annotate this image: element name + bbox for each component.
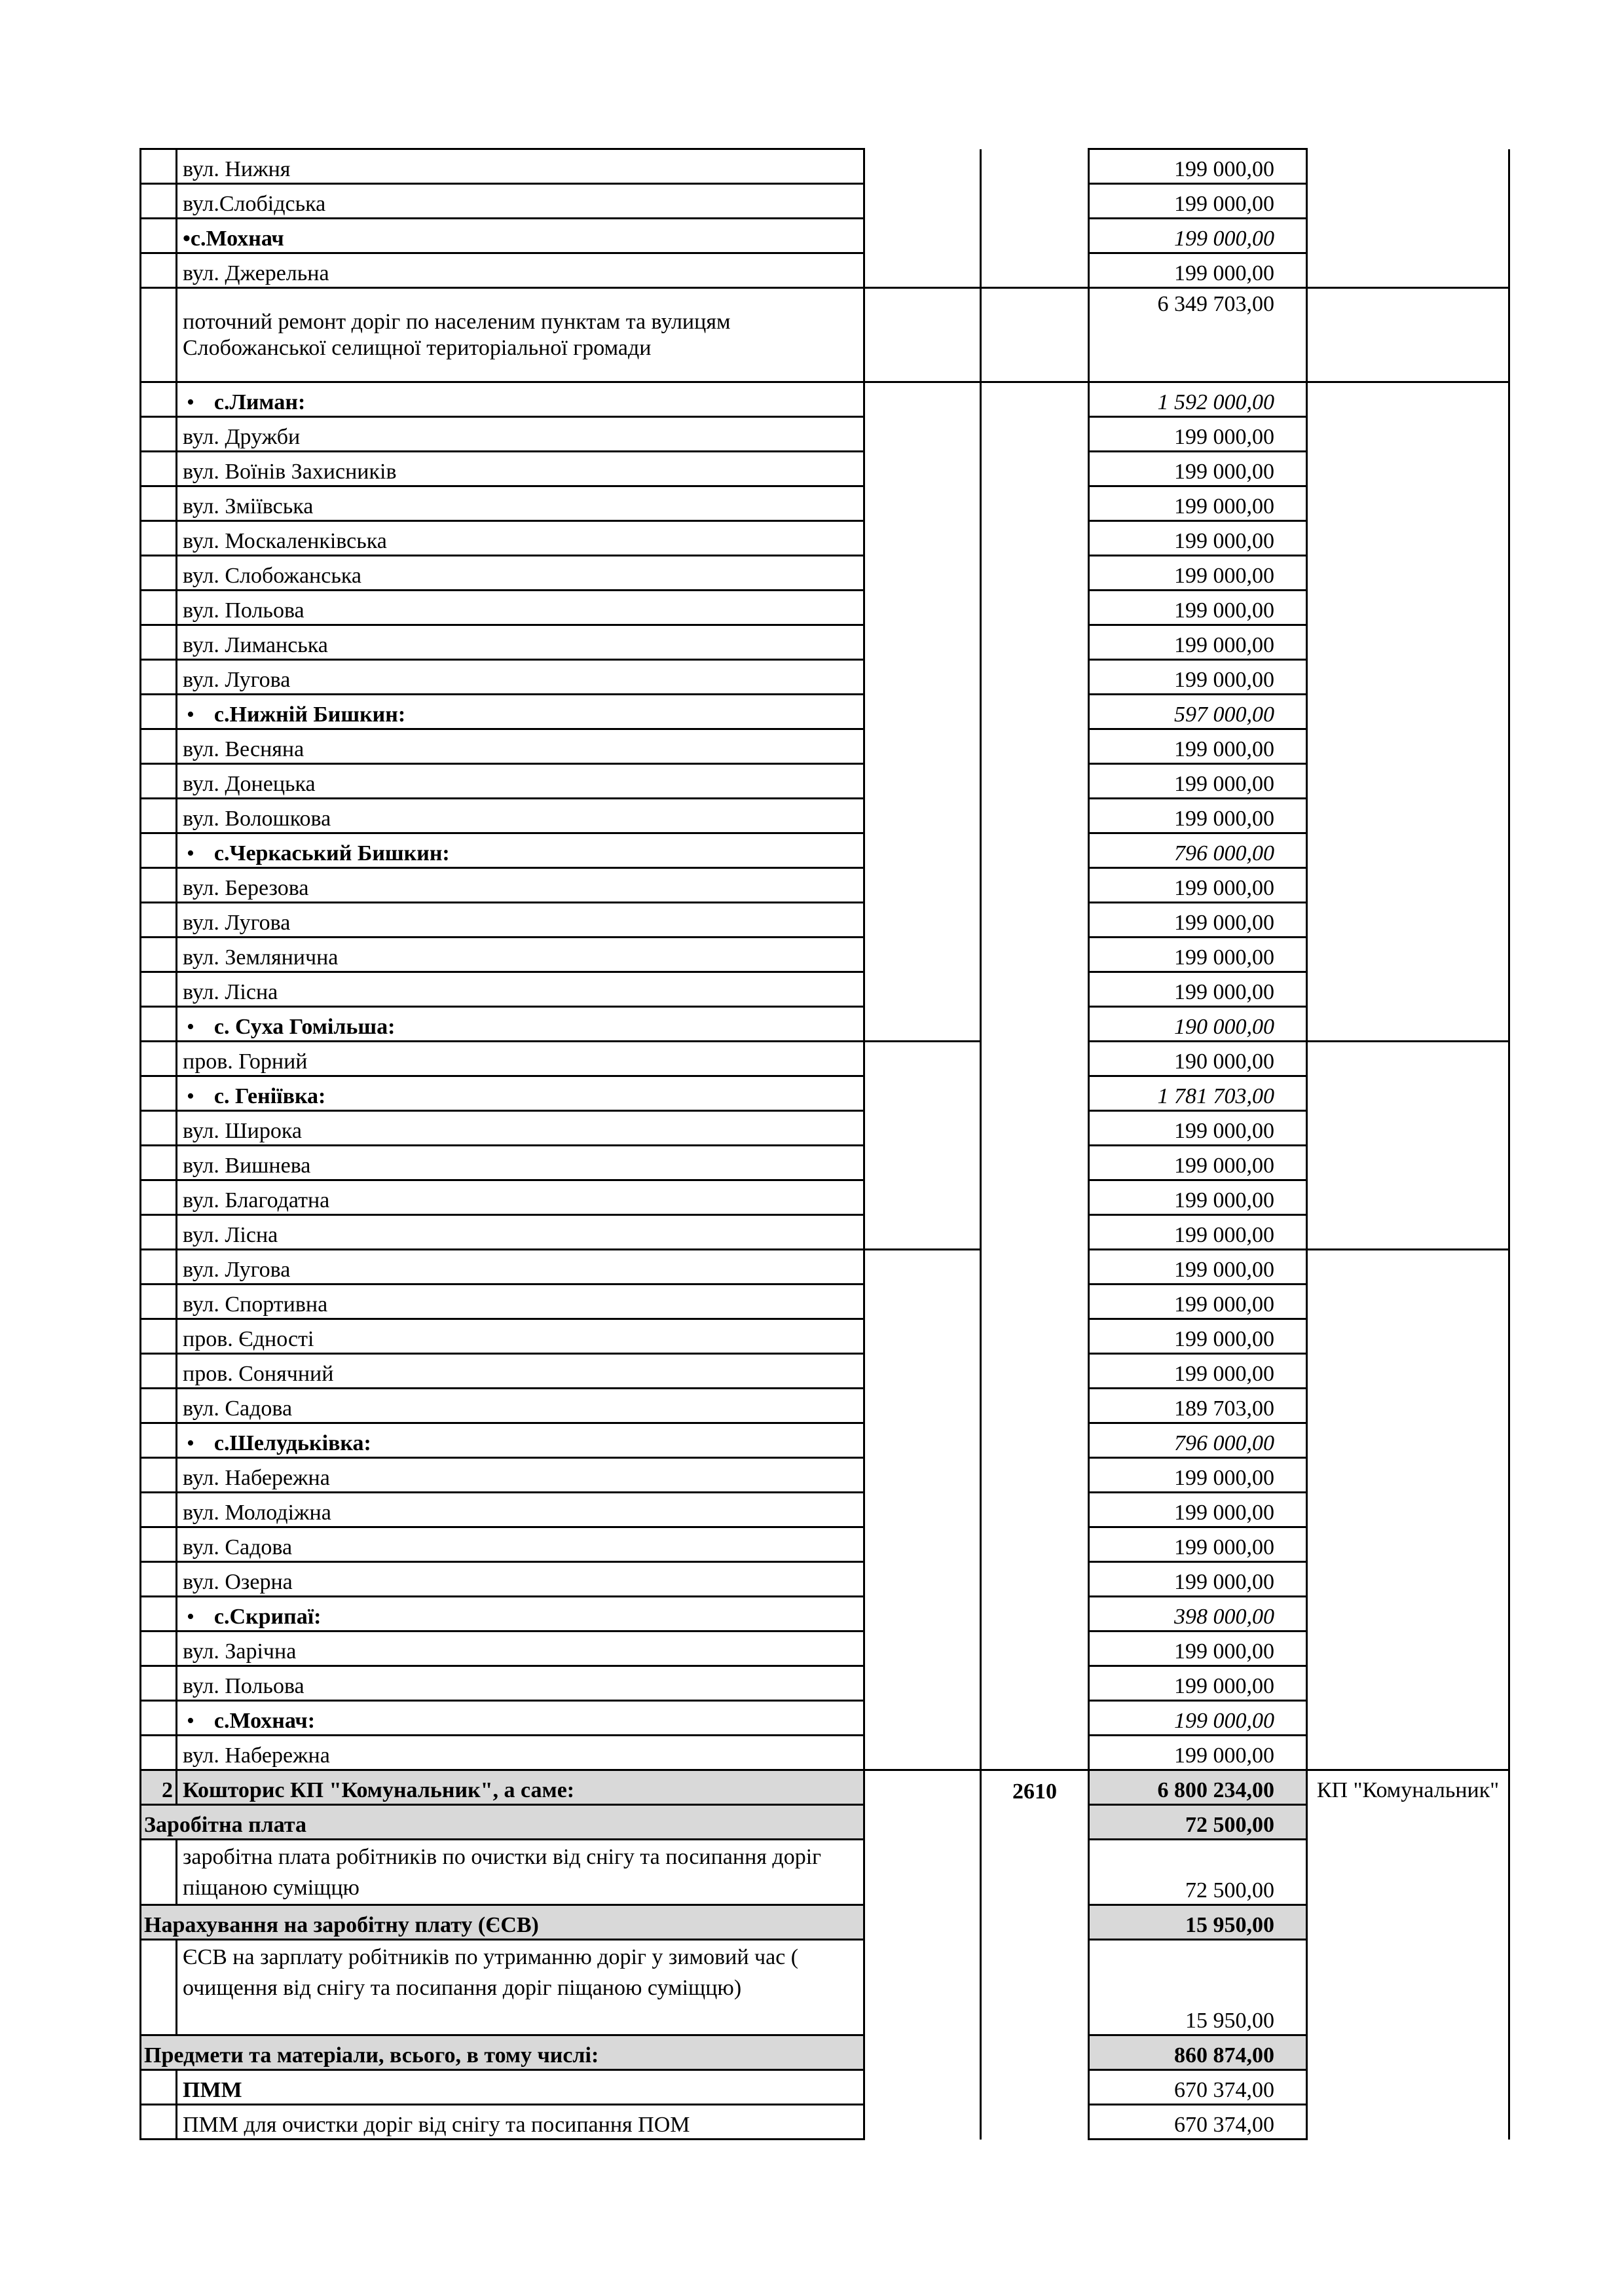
row-label: пров. Єдності <box>177 1319 864 1354</box>
table-row <box>141 219 1509 253</box>
row-amount: 199 000,00 <box>1089 1666 1307 1701</box>
table-row <box>141 1354 1509 1389</box>
row-amount: 6 349 703,00 <box>1089 288 1307 382</box>
row-amount: 199 000,00 <box>1089 1354 1307 1389</box>
row-label: вул. Лугова <box>177 903 864 938</box>
row-amount: 199 000,00 <box>1089 253 1307 288</box>
village-heading: • с. Суха Гомільша: <box>177 1007 864 1042</box>
esv-detail-amount: 15 950,00 <box>1089 1940 1307 2035</box>
row-label: поточний ремонт доріг по населеним пунктам та вулицям Слобожанської селищної територіальної громади <box>177 288 864 382</box>
salary-detail-amount: 72 500,00 <box>1089 1840 1307 1905</box>
pmm-detail-label: ПММ для очистки доріг від снігу та посипання ПОМ <box>177 2105 864 2140</box>
row-amount: 199 000,00 <box>1089 625 1307 660</box>
row-label: вул. Широка <box>177 1111 864 1146</box>
table-row <box>141 1146 1509 1180</box>
village-heading: • с.Нижній Бишкин: <box>177 695 864 729</box>
row-label: вул. Москаленківська <box>177 521 864 556</box>
table-row <box>141 1389 1509 1423</box>
row-amount: 199 000,00 <box>1089 1701 1307 1736</box>
table-row <box>141 1215 1509 1250</box>
estimate-number: 2 <box>141 1770 177 1805</box>
table-row <box>141 1701 1509 1736</box>
row-label: вул. Набережна <box>177 1458 864 1493</box>
table-row <box>141 1076 1509 1111</box>
table-row <box>141 1180 1509 1215</box>
row-amount: 1 592 000,00 <box>1089 382 1307 417</box>
row-amount: 199 000,00 <box>1089 184 1307 219</box>
row-label: вул. Лугова <box>177 660 864 695</box>
table-row <box>141 1423 1509 1458</box>
esv-row <box>141 1905 1509 1940</box>
village-heading: • с. Геніївка: <box>177 1076 864 1111</box>
row-amount: 796 000,00 <box>1089 1423 1307 1458</box>
table-row <box>141 1458 1509 1493</box>
table-row <box>141 417 1509 452</box>
table-row <box>141 149 1509 184</box>
row-amount: 199 000,00 <box>1089 660 1307 695</box>
row-label: вул. Лісна <box>177 1215 864 1250</box>
table-row <box>141 1562 1509 1597</box>
row-amount: 190 000,00 <box>1089 1042 1307 1076</box>
salary-detail-row <box>141 1840 1509 1905</box>
table-row <box>141 486 1509 521</box>
row-amount: 597 000,00 <box>1089 695 1307 729</box>
table-row <box>141 1319 1509 1354</box>
row-amount: 199 000,00 <box>1089 764 1307 799</box>
executor-cell <box>1307 1770 1509 1840</box>
table-row <box>141 521 1509 556</box>
table-row <box>141 556 1509 591</box>
pmm-detail-amount: 670 374,00 <box>1089 2105 1307 2140</box>
salary-row <box>141 1805 1509 1840</box>
row-label: вул. Лісна <box>177 972 864 1007</box>
row-label: вул. Вишнева <box>177 1146 864 1180</box>
table-row <box>141 938 1509 972</box>
executor-label: КП "Комунальник" <box>1316 1778 1500 1802</box>
row-label: вул. Молодіжна <box>177 1493 864 1527</box>
row-label: вул. Лиманська <box>177 625 864 660</box>
table-row <box>141 729 1509 764</box>
materials-label: Предмети та матеріали, всього, в тому числі: <box>141 2035 864 2070</box>
row-label: вул. Воїнів Захисників <box>177 452 864 486</box>
pmm-row <box>141 2070 1509 2105</box>
table-row <box>141 1285 1509 1319</box>
row-amount: 199 000,00 <box>1089 729 1307 764</box>
estimate-title: Кошторис КП "Комунальник", а саме: <box>177 1770 864 1805</box>
village-heading: • с.Лиман: <box>177 382 864 417</box>
row-amount: 199 000,00 <box>1089 452 1307 486</box>
row-label: вул. Садова <box>177 1527 864 1562</box>
table-row <box>141 625 1509 660</box>
row-amount: 199 000,00 <box>1089 972 1307 1007</box>
row-amount: 189 703,00 <box>1089 1389 1307 1423</box>
row-amount: 199 000,00 <box>1089 799 1307 833</box>
row-label: вул. Благодатна <box>177 1180 864 1215</box>
materials-row <box>141 2035 1509 2070</box>
row-amount: 199 000,00 <box>1089 1631 1307 1666</box>
table-row <box>141 452 1509 486</box>
table-row <box>141 799 1509 833</box>
row-amount: 190 000,00 <box>1089 1007 1307 1042</box>
pmm-amount: 670 374,00 <box>1089 2070 1307 2105</box>
row-amount: 199 000,00 <box>1089 1250 1307 1285</box>
esv-amount: 15 950,00 <box>1089 1905 1307 1940</box>
row-label: вул. Нижня <box>177 149 864 184</box>
village-heading: • с.Шелудьківка: <box>177 1423 864 1458</box>
budget-table <box>139 148 1510 2140</box>
esv-label: Нарахування на заробітну плату (ЄСВ) <box>141 1905 864 1940</box>
table-row <box>141 1597 1509 1631</box>
row-amount: 199 000,00 <box>1089 1493 1307 1527</box>
table-row <box>141 1666 1509 1701</box>
row-amount: 199 000,00 <box>1089 1111 1307 1146</box>
pmm-detail-row <box>141 2105 1509 2140</box>
materials-amount: 860 874,00 <box>1089 2035 1307 2070</box>
estimate-code: 2610 <box>981 1770 1089 1805</box>
salary-label: Заробітна плата <box>141 1805 864 1840</box>
salary-detail-label: заробітна плата робітників по очистки від снігу та посипання доріг піщаною суміщцю <box>177 1840 864 1905</box>
village-heading: • с.Черкаський Бишкин: <box>177 833 864 868</box>
row-amount: 199 000,00 <box>1089 1215 1307 1250</box>
row-amount: 199 000,00 <box>1089 903 1307 938</box>
row-amount: 1 781 703,00 <box>1089 1076 1307 1111</box>
table-row <box>141 591 1509 625</box>
row-amount: 199 000,00 <box>1089 1180 1307 1215</box>
table-row <box>141 903 1509 938</box>
row-label: вул. Польова <box>177 1666 864 1701</box>
row-amount: 199 000,00 <box>1089 868 1307 903</box>
row-label: вул. Джерельна <box>177 253 864 288</box>
table-row <box>141 868 1509 903</box>
table-row <box>141 1736 1509 1770</box>
row-label: вул. Донецька <box>177 764 864 799</box>
row-amount: 199 000,00 <box>1089 521 1307 556</box>
table-row <box>141 382 1509 417</box>
row-label: вул. Дружби <box>177 417 864 452</box>
row-amount: 199 000,00 <box>1089 1562 1307 1597</box>
village-heading: • с.Мохнач: <box>177 1701 864 1736</box>
row-amount: 199 000,00 <box>1089 417 1307 452</box>
table-row <box>141 695 1509 729</box>
row-amount: 199 000,00 <box>1089 486 1307 521</box>
row-amount: 199 000,00 <box>1089 1285 1307 1319</box>
esv-detail-row <box>141 1940 1509 2035</box>
row-label: вул. Слобожанська <box>177 556 864 591</box>
row-label: пров. Сонячний <box>177 1354 864 1389</box>
row-amount: 199 000,00 <box>1089 1146 1307 1180</box>
table-row <box>141 1493 1509 1527</box>
table-row <box>141 1007 1509 1042</box>
esv-detail-label: ЄСВ на зарплату робітників по утриманню доріг у зимовий час ( очищення від снігу та посипання доріг піщаною суміщцю) <box>177 1940 864 2035</box>
estimate-total: 6 800 234,00 <box>1089 1770 1307 1805</box>
row-label: вул. Волошкова <box>177 799 864 833</box>
village-heading: • с.Мохнач <box>177 219 864 253</box>
row-amount: 199 000,00 <box>1089 556 1307 591</box>
row-label: вул. Зміївська <box>177 486 864 521</box>
row-amount: 199 000,00 <box>1089 591 1307 625</box>
row-label: вул. Землянична <box>177 938 864 972</box>
table-row <box>141 1631 1509 1666</box>
table-row <box>141 1527 1509 1562</box>
row-amount: 199 000,00 <box>1089 1458 1307 1493</box>
row-label: вул. Лугова <box>177 1250 864 1285</box>
salary-amount: 72 500,00 <box>1089 1805 1307 1840</box>
row-amount: 398 000,00 <box>1089 1597 1307 1631</box>
table-row <box>141 253 1509 288</box>
row-label: вул. Набережна <box>177 1736 864 1770</box>
row-label: вул. Садова <box>177 1389 864 1423</box>
table-row <box>141 1042 1509 1076</box>
row-label: вул. Березова <box>177 868 864 903</box>
estimate-row <box>141 1770 1509 1805</box>
row-label: вул. Польова <box>177 591 864 625</box>
table-row <box>141 660 1509 695</box>
row-amount: 199 000,00 <box>1089 1527 1307 1562</box>
table-row <box>141 1111 1509 1146</box>
row-label: пров. Горний <box>177 1042 864 1076</box>
pmm-label: ПММ <box>177 2070 864 2105</box>
row-label: вул. Спортивна <box>177 1285 864 1319</box>
table-row <box>141 764 1509 799</box>
table-row <box>141 833 1509 868</box>
row-amount: 199 000,00 <box>1089 149 1307 184</box>
table-row <box>141 184 1509 219</box>
table-row <box>141 288 1509 382</box>
row-label: вул. Озерна <box>177 1562 864 1597</box>
table-row <box>141 972 1509 1007</box>
row-amount: 199 000,00 <box>1089 938 1307 972</box>
row-label: вул.Слобідська <box>177 184 864 219</box>
row-label: вул. Зарічна <box>177 1631 864 1666</box>
village-heading: • с.Скрипаї: <box>177 1597 864 1631</box>
table-row <box>141 1250 1509 1285</box>
row-amount: 199 000,00 <box>1089 1319 1307 1354</box>
row-amount: 796 000,00 <box>1089 833 1307 868</box>
row-label: вул. Весняна <box>177 729 864 764</box>
row-amount: 199 000,00 <box>1089 219 1307 253</box>
row-amount: 199 000,00 <box>1089 1736 1307 1770</box>
